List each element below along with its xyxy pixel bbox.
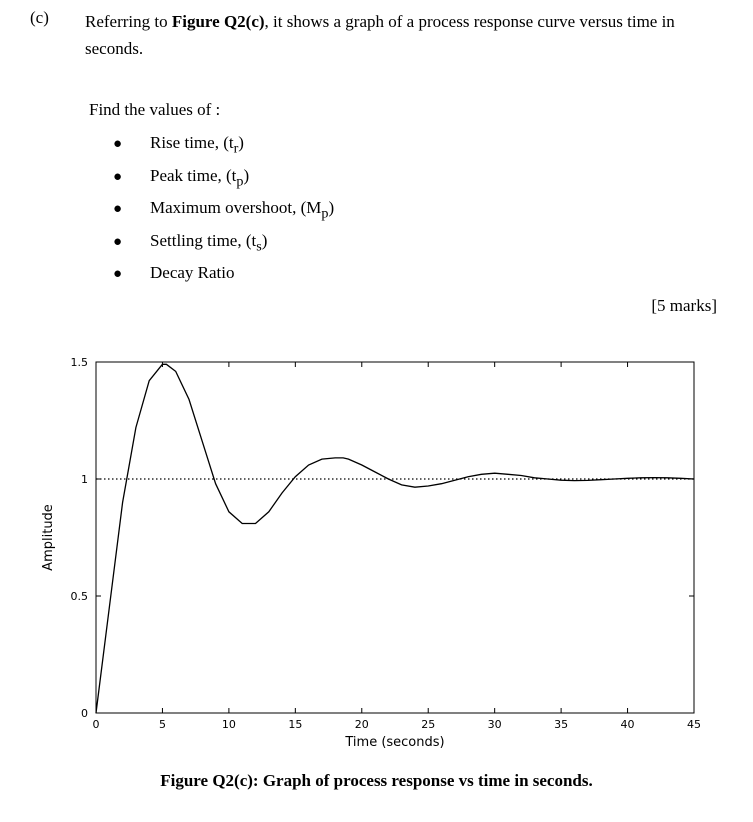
figure-reference: Figure Q2(c) [171,12,265,31]
bullet-icon: ● [113,136,123,152]
response-chart [0,340,753,760]
x-tick-label: 20 [354,718,369,731]
list-item-text: Maximum overshoot, $(M_p)$ [150,198,335,222]
plot-area [96,362,694,713]
bullet-icon: ● [113,168,123,185]
x-tick-label: 40 [620,718,635,731]
list-item-text: Peak time, $(t_p)$ [150,165,250,189]
find-label: Find the values of : [89,100,221,119]
bullet-icon: ● [113,201,123,218]
question-label: (c) [30,8,49,27]
x-axis-label: Time (seconds) [345,735,445,750]
bullet-icon: ● [113,233,123,250]
list-item [113,263,334,296]
y-tick-label: 0.5 [70,590,88,603]
question-text [85,8,725,62]
x-tick-label: 15 [288,718,303,731]
x-tick-label: 0 [92,718,100,731]
x-tick-label: 35 [554,718,569,731]
bullet-icon: ● [113,266,123,283]
series-line-process-response [96,364,694,713]
list-item [113,166,334,199]
list-item-text: Decay Ratio [150,263,235,283]
list-item [113,133,334,166]
list-item [113,231,334,264]
axis-ticks [71,356,702,731]
list-item-text: Rise time, $(t_r)$ [150,133,244,157]
y-tick-label: 0 [81,707,88,720]
x-tick-label: 30 [487,718,502,731]
figure-caption: Figure Q2(c): Graph of process response vs time in seconds. [160,771,593,790]
y-axis-label: Amplitude [41,504,56,571]
marks-label: [5 marks] [651,296,717,315]
list-item [113,198,334,231]
requested-values-list [113,133,334,296]
list-item-text: Settling time, $(t_s)$ [150,230,268,255]
x-tick-label: 25 [421,718,436,731]
y-tick-label: 1.5 [70,356,88,369]
question-text-suffix: , it shows a graph of a process response curve versus time in seconds. [85,12,675,58]
x-tick-label: 10 [221,718,236,731]
y-tick-label: 1 [81,473,88,486]
x-tick-label: 5 [158,718,166,731]
question-text-prefix: Referring to [85,12,172,31]
x-tick-label: 45 [687,718,701,731]
